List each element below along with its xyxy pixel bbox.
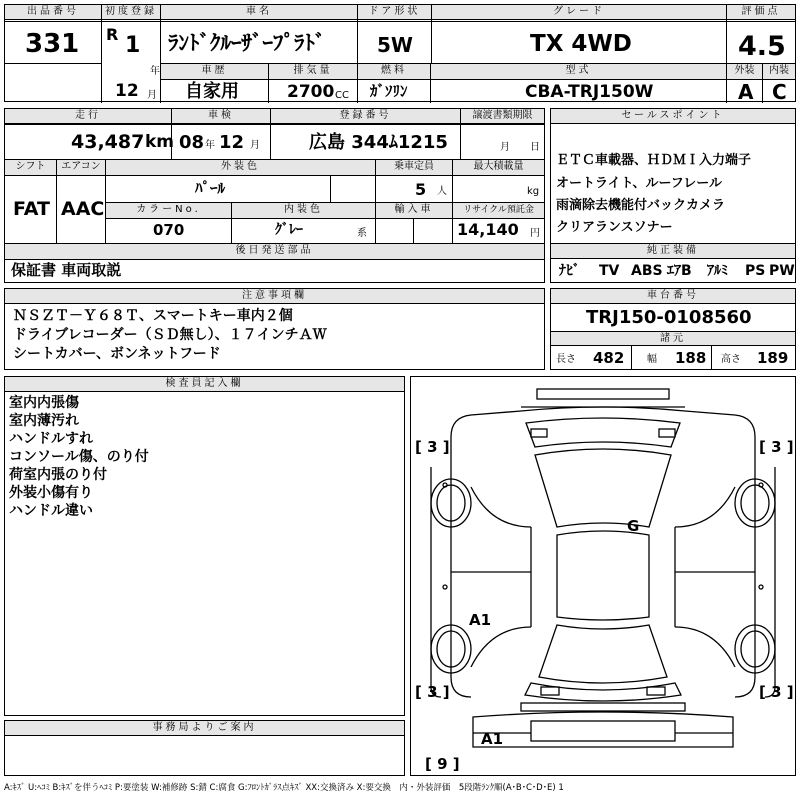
inspector-note: ハンドル違い	[9, 503, 93, 519]
chassis-block	[550, 288, 796, 370]
note-line: ドライブレコーダー（ＳＤ無し）、１７インチＡＷ	[13, 327, 327, 343]
glass-damage-mark: G	[627, 517, 640, 535]
month-unit: 月	[147, 90, 157, 101]
color-no-header: カラーNo.	[106, 203, 231, 218]
plate-header: 登録番号	[271, 109, 460, 124]
model-code: CBA-TRJ150W	[525, 82, 654, 102]
dim-height-label: 高さ	[721, 354, 741, 365]
score: 4.5	[738, 31, 786, 62]
door-type: 5W	[377, 33, 413, 57]
ext-color: ﾊﾟｰﾙ	[195, 179, 226, 197]
history-header: 車歴	[161, 64, 268, 79]
aircon: AAC	[61, 198, 105, 220]
note-line: シートカバー、ボンネットフード	[13, 346, 221, 362]
inspection-month: 12	[219, 132, 245, 153]
recycle-unit: 円	[530, 228, 540, 239]
capacity-header: 乗車定員	[376, 160, 452, 175]
fuel-header: 燃料	[358, 64, 430, 79]
inspection-month-unit: 月	[250, 140, 260, 151]
displacement: 2700	[287, 82, 335, 102]
dim-length: 482	[593, 349, 625, 367]
import-header: 輸入車	[376, 203, 452, 218]
spec-block	[4, 108, 545, 283]
equip-ps: PS	[745, 263, 766, 279]
model-code-header: 型式	[431, 64, 726, 79]
inspector-note: コンソール傷、のり付	[9, 449, 149, 465]
inspector-note: 室内内張傷	[9, 395, 79, 411]
int-color: ｸﾞﾚｰ	[275, 222, 303, 238]
notes-header: 注意事項欄	[5, 289, 544, 304]
damage-diagram	[410, 376, 796, 776]
recycle-header: リサイクル預託金	[453, 203, 544, 218]
lot-no-header: 出品番号	[5, 5, 101, 20]
ext-color-header: 外装色	[106, 160, 375, 175]
note-line: ＮＳＺＴ－Ｙ６８Ｔ、スマートキー車内２個	[13, 308, 293, 324]
dims-header: 諸元	[551, 332, 795, 346]
inspector-note: 荷室内張のり付	[9, 467, 107, 483]
sales-point-item: オートライト、ルーフレール	[556, 176, 723, 191]
dim-length-label: 長さ	[556, 354, 576, 365]
equip-pw: PW	[769, 263, 795, 279]
history: 自家用	[185, 81, 239, 102]
tire-front-left-score: [ 3 ]	[415, 438, 450, 456]
dim-width: 188	[675, 349, 707, 367]
lot-no: 331	[25, 29, 80, 59]
max-load-header: 最大積載量	[453, 160, 544, 175]
inspector-note: 外装小傷有り	[9, 485, 93, 501]
equip-abs: ABS	[631, 263, 663, 279]
tire-rear-right-score: [ 3 ]	[759, 683, 794, 701]
inspection-year-unit: 年	[205, 140, 215, 151]
car-name: ﾗﾝﾄﾞｸﾙｰｻﾞｰﾌﾟﾗﾄﾞ	[168, 31, 326, 55]
car-name-header: 車名	[161, 5, 357, 20]
inspector-note: ハンドルすれ	[9, 431, 93, 447]
equip-alloy: ｱﾙﾐ	[707, 263, 728, 279]
sales-point-item: クリアランスソナー	[556, 220, 673, 235]
transfer-month: 月	[500, 142, 510, 153]
exterior-grade: A	[738, 80, 754, 104]
reg-month: 12	[115, 81, 139, 101]
inspector-header: 検査員記入欄	[5, 377, 404, 392]
equipment-header: 純正装備	[551, 244, 795, 259]
notes-block	[4, 288, 545, 370]
sales-points-block	[550, 108, 796, 283]
rear-damage-mark: A1	[481, 730, 504, 748]
car-outline-diagram	[411, 377, 795, 775]
plate-number: 広島 344ﾑ1215	[309, 132, 448, 153]
int-color-suffix: 系	[357, 228, 367, 239]
grade: TX 4WD	[530, 31, 632, 57]
office-header: 事務局よりご案内	[5, 721, 404, 736]
equip-navi: ﾅﾋﾞ	[559, 263, 580, 279]
top-info-block	[4, 4, 796, 102]
exterior-header: 外装	[727, 64, 762, 79]
spare-tire-score: [ 9 ]	[425, 755, 460, 773]
transfer-day: 日	[530, 142, 540, 153]
transfer-header: 譲渡書類期限	[461, 109, 544, 124]
inspection-year: 08	[179, 132, 205, 153]
color-no: 070	[153, 221, 185, 239]
sales-point-item: 雨滴除去機能付バックカメラ	[556, 198, 726, 213]
tire-rear-left-score: [ 3 ]	[415, 683, 450, 701]
capacity: 5	[415, 180, 427, 199]
inspector-note: 室内薄汚れ	[9, 413, 79, 429]
grade-header: グレード	[432, 5, 726, 20]
later-parts-header: 後日発送部品	[5, 244, 544, 259]
office-block	[4, 720, 405, 776]
shift: FAT	[13, 198, 50, 220]
displacement-header: 排気量	[269, 64, 357, 79]
left-side-damage-mark: A1	[469, 611, 492, 629]
interior-grade: C	[772, 80, 787, 104]
first-reg-header: 初度登録	[102, 5, 160, 20]
equip-tv: TV	[599, 263, 620, 279]
inspector-block	[4, 376, 405, 716]
fuel: ｶﾞｿﾘﾝ	[370, 82, 408, 100]
door-header: ドア形状	[358, 5, 431, 20]
sales-point-item: ＥＴＣ車載器、ＨＤＭＩ入力端子	[556, 153, 752, 168]
inspection-header: 車検	[172, 109, 270, 124]
int-color-header: 内装色	[232, 203, 375, 218]
mileage: 43,487	[71, 131, 145, 153]
mileage-unit: km	[145, 132, 175, 152]
dim-width-label: 幅	[647, 354, 657, 365]
later-parts: 保証書 車両取説	[11, 261, 122, 279]
reg-era: R	[106, 25, 119, 44]
shift-header: シフト	[5, 160, 56, 175]
chassis-header: 車台番号	[551, 289, 795, 304]
interior-header: 内装	[763, 64, 795, 79]
capacity-unit: 人	[437, 186, 447, 197]
load-unit: kg	[527, 186, 540, 197]
recycle-fee: 14,140	[457, 220, 519, 239]
dim-height: 189	[757, 349, 789, 367]
equip-airbag: ｴｱB	[667, 263, 692, 279]
aircon-header: エアコン	[57, 160, 105, 175]
tire-front-right-score: [ 3 ]	[759, 438, 794, 456]
mileage-header: 走行	[5, 109, 171, 124]
reg-year: 1	[125, 33, 141, 58]
chassis-number: TRJ150-0108560	[586, 307, 752, 328]
sales-points-header: セールスポイント	[551, 109, 795, 124]
year-unit: 年	[150, 66, 160, 77]
damage-legend: A:ｷｽﾞ U:ﾍｺﾐ B:ｷｽﾞを伴うﾍｺﾐ P:要塗装 W:補修跡 S:錆 C:腐食 G:ﾌﾛﾝﾄｶﾞﾗｽ点ｷｽﾞ XX:交換済み X:要交換 内・外装評価 5段階ﾗﾝｸ順(A･B･C･D･E) 1	[4, 783, 564, 793]
displacement-unit: CC	[335, 90, 349, 101]
score-header: 評価点	[727, 5, 795, 20]
